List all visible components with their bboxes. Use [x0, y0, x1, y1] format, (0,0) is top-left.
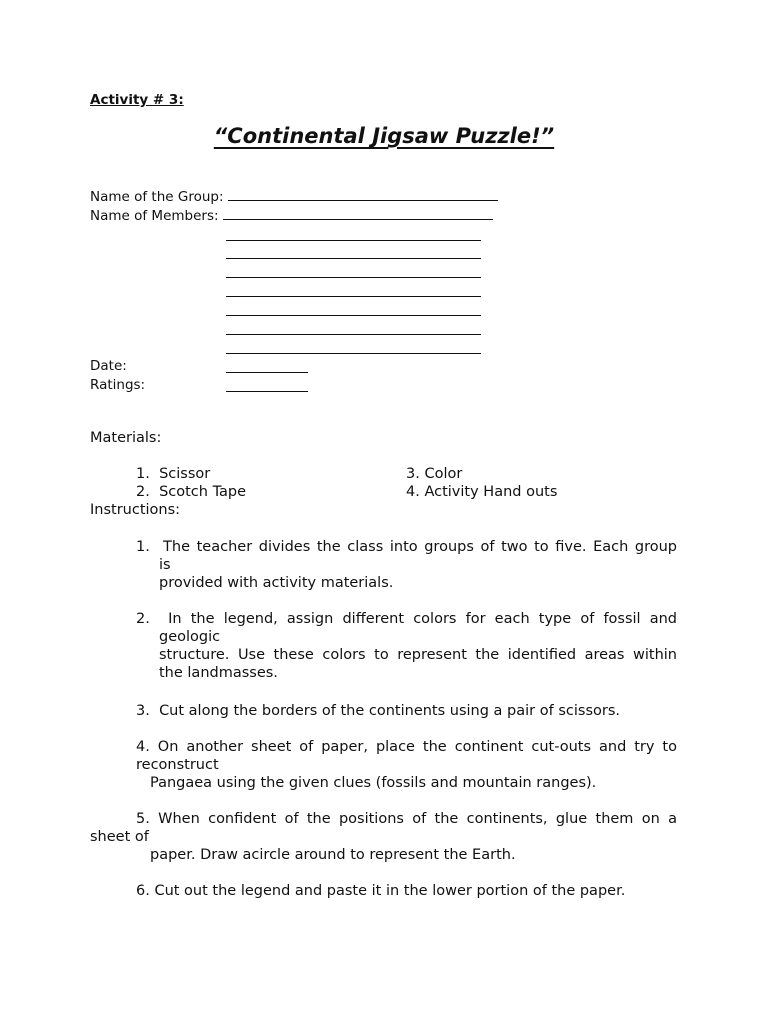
instruction-item [90, 738, 677, 792]
instruction-line: structure. Use these colors to represent the identified areas within [159, 647, 677, 663]
instruction-line: 6. Cut out the legend and paste it in the lower portion of the paper. [136, 883, 626, 899]
instruction-item [90, 538, 677, 592]
material-number: 2. [136, 484, 150, 500]
activity-label: Activity # 3: [90, 92, 184, 108]
ratings-label: Ratings: [90, 377, 146, 393]
member-blank[interactable] [226, 258, 481, 259]
instruction-line: Pangaea using the given clues (fossils and mountain ranges). [150, 775, 597, 791]
instruction-line: 3. Cut along the borders of the continents using a pair of scissors. [136, 703, 620, 719]
member-blank[interactable] [223, 206, 493, 220]
material-item [406, 466, 462, 482]
material-number: 3. [406, 466, 420, 482]
member-blank[interactable] [226, 296, 481, 297]
document-title [0, 124, 768, 148]
ratings-blank[interactable] [226, 391, 308, 392]
instruction-item [90, 702, 677, 720]
group-name-row [90, 187, 498, 205]
instruction-line: reconstruct [136, 757, 219, 773]
material-item [136, 484, 246, 500]
member-blank[interactable] [226, 353, 481, 354]
instruction-line: 4. On another sheet of paper, place the continent cut-outs and try to [136, 739, 677, 755]
date-label: Date: [90, 358, 127, 374]
instruction-line: the landmasses. [159, 665, 278, 681]
title-text: “Continental Jigsaw Puzzle!” [213, 124, 555, 148]
material-label: Scotch Tape [159, 484, 247, 500]
instruction-item [90, 810, 677, 864]
material-label: Activity Hand outs [424, 484, 558, 500]
material-item [406, 484, 557, 500]
members-row [90, 206, 493, 224]
instruction-line: paper. Draw acircle around to represent the Earth. [150, 847, 516, 863]
instruction-item [90, 882, 677, 900]
material-label: Color [424, 466, 463, 482]
date-blank[interactable] [226, 372, 308, 373]
member-blank[interactable] [226, 334, 481, 335]
material-number: 1. [136, 466, 150, 482]
member-blank[interactable] [226, 315, 481, 316]
member-blank[interactable] [226, 240, 481, 241]
instruction-line: 1. The teacher divides the class into groups of two to five. Each group [136, 539, 677, 555]
instruction-line: sheet of [90, 829, 149, 845]
member-blank[interactable] [226, 277, 481, 278]
instruction-line: is [159, 557, 171, 573]
instruction-item [90, 610, 677, 682]
group-name-label: Name of the Group: [90, 189, 224, 205]
material-item [136, 466, 210, 482]
instructions-heading: Instructions: [90, 502, 181, 518]
material-number: 4. [406, 484, 420, 500]
members-label: Name of Members: [90, 208, 219, 224]
group-name-blank[interactable] [228, 187, 498, 201]
instruction-line: provided with activity materials. [159, 575, 394, 591]
instruction-line: 5. When confident of the positions of the continents, glue them on a [136, 811, 677, 827]
instruction-line: geologic [159, 629, 221, 645]
material-label: Scissor [159, 466, 211, 482]
instruction-line: 2. In the legend, assign different colors for each type of fossil and [136, 611, 678, 627]
materials-heading: Materials: [90, 430, 162, 446]
